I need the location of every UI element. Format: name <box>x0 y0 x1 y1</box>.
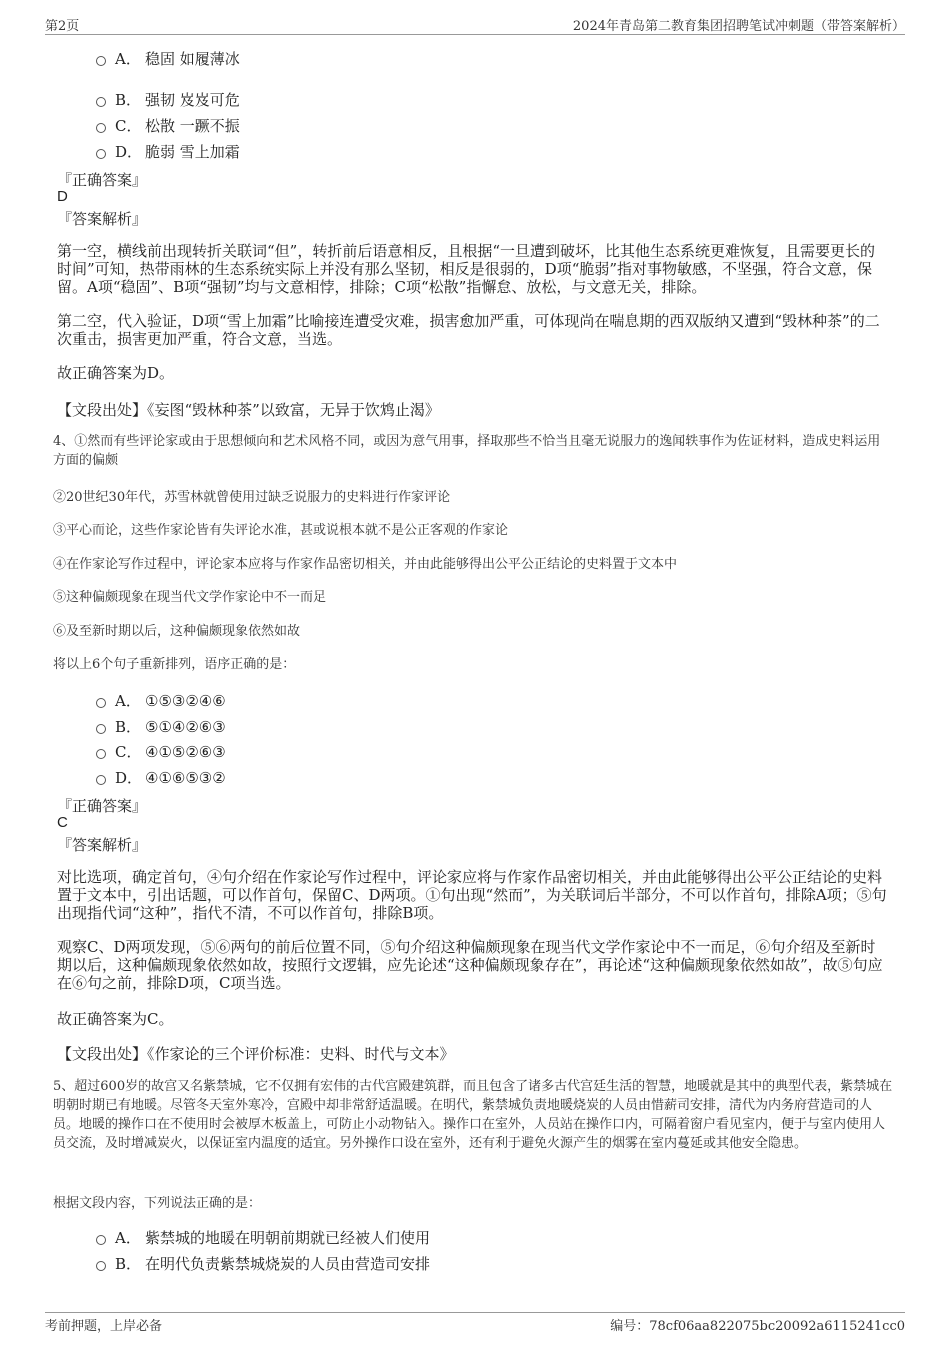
q4-answer-label: 『正确答案』 <box>57 797 148 815</box>
q3-answer-label: 『正确答案』 <box>57 171 148 189</box>
q4-analysis-p1: 对比选项，确定首句，④句介绍在作家论写作过程中，评论家应将与作家作品密切相关，并由此能够得出公平公正结论的史料置于文本中，引出话题，可以作首句，保留C、D两项。①句出现“然而”，为关联词后半部分，不可以作首句，排除A项；⑤句出现指代词“这种”，指代不清，不可以作首句，排除B项。 <box>57 868 887 922</box>
q4-option-c[interactable]: C． ④①⑤②⑥③ <box>96 741 226 762</box>
q4-prompt: 将以上6个句子重新排列，语序正确的是： <box>53 657 296 672</box>
q4-option-d[interactable]: D． ④①⑥⑤③② <box>96 767 226 788</box>
q4-sentence-3: ③平心而论，这些作家论皆有失评论水准，甚或说根本就不是公正客观的作家论 <box>53 523 509 538</box>
q5-option-b[interactable]: B． 在明代负责紫禁城烧炭的人员由营造司安排 <box>96 1253 430 1274</box>
q4-sentence-4: ④在作家论写作过程中，评论家本应将与作家作品密切相关，并由此能够得出公平公正结论的史料置于文本中 <box>53 557 678 572</box>
document-id: 编号：78cf06aa822075bc20092a6115241cc0 <box>610 1319 905 1334</box>
q3-option-d[interactable]: D． 脆弱 雪上加霜 <box>96 141 240 162</box>
q4-analysis-p2: 观察C、D两项发现，⑤⑥两句的前后位置不同，⑤句介绍这种偏颇现象在现当代文学作家论中不一而足，⑥句介绍及至新时期以后，这种偏颇现象依然如故，按照行文逻辑，应先论述“这种偏颇现象存在”，再论述“这种偏颇现象依然如故”，故⑤句应在⑥句之前，排除D项，C项当选。 <box>57 938 883 992</box>
document-title: 2024年青岛第二教育集团招聘笔试冲刺题（带答案解析） <box>572 19 905 34</box>
q3-option-a[interactable]: A． 稳固 如履薄冰 <box>96 48 240 69</box>
q4-answer: C <box>57 814 68 831</box>
radio-icon[interactable] <box>96 149 106 159</box>
q3-option-c[interactable]: C． 松散 一蹶不振 <box>96 115 240 136</box>
q5-prompt: 根据文段内容，下列说法正确的是： <box>53 1196 262 1211</box>
q4-sentence-5: ⑤这种偏颇现象在现当代文学作家论中不一而足 <box>53 590 327 605</box>
footer-divider <box>45 1312 905 1313</box>
q3-analysis-p1: 第一空，横线前出现转折关联词“但”，转折前后语意相反，且根据“一旦遭到破坏，比其他生态系统更难恢复，且需要更长的时间”可知，热带雨林的生态系统实际上并没有那么坚韧，相反是很弱的，D项“脆弱”指对事物敏感，不坚强，符合文意，保留。A项“稳固”、B项“强韧”均与文意相悖，排除；C项“松散”指懈怠、放松，与文意无关，排除。 <box>57 242 876 296</box>
q3-analysis-p2: 第二空，代入验证，D项“雪上加霜”比喻接连遭受灾难，损害愈加严重，可体现尚在喘息期的西双版纳又遭到“毁林种茶”的二次重击，损害更加严重，符合文意，当选。 <box>57 312 880 348</box>
q4-source: 【文段出处】《作家论的三个评价标准：史料、时代与文本》 <box>57 1045 455 1063</box>
q4-analysis-label: 『答案解析』 <box>57 836 148 854</box>
header-divider <box>45 34 905 35</box>
q4-analysis-p3: 故正确答案为C。 <box>57 1010 174 1028</box>
footer-slogan: 考前押题，上岸必备 <box>45 1319 163 1334</box>
q4-sentence-2: ②20世纪30年代，苏雪林就曾使用过缺乏说服力的史料进行作家评论 <box>53 490 451 505</box>
q3-option-b[interactable]: B． 强韧 岌岌可危 <box>96 89 240 110</box>
q3-source: 【文段出处】《妄图“毁林种茶”以致富，无异于饮鸩止渴》 <box>57 401 440 419</box>
radio-icon[interactable] <box>96 775 106 785</box>
radio-icon[interactable] <box>96 123 106 133</box>
q4-sentence-6: ⑥及至新时期以后，这种偏颇现象依然如故 <box>53 624 301 639</box>
radio-icon[interactable] <box>96 749 106 759</box>
q4-option-a[interactable]: A． ①⑤③②④⑥ <box>96 690 226 711</box>
q4-sentence-1: 4、①然而有些评论家或由于思想倾向和艺术风格不同，或因为意气用事，择取那些不恰当且毫无说服力的逸闻轶事作为佐证材料，造成史料运用方面的偏颇 <box>53 434 881 468</box>
radio-icon[interactable] <box>96 698 106 708</box>
radio-icon[interactable] <box>96 56 106 66</box>
q3-analysis-label: 『答案解析』 <box>57 210 148 228</box>
q5-option-a[interactable]: A． 紫禁城的地暖在明朝前期就已经被人们使用 <box>96 1227 430 1248</box>
radio-icon[interactable] <box>96 724 106 734</box>
radio-icon[interactable] <box>96 1261 106 1271</box>
page-number: 第2页 <box>45 19 80 34</box>
q5-passage: 5、超过600岁的故宫又名紫禁城，它不仅拥有宏伟的古代宫殿建筑群，而且包含了诸多古代宫廷生活的智慧，地暖就是其中的典型代表，紫禁城在明朝时期已有地暖。尽管冬天室外寒冷，宫殿中却非常舒适温暖。在明代，紫禁城负责地暖烧炭的人员由惜薪司安排，清代为内务府营造司的人员。地暖的操作口在不使用时会被厚木板盖上，可防止小动物钻入。操作口在室外，人员站在操作口内，可隔着窗户看见室内，便于与室内使用人员交流，及时增减炭火，以保证室内温度的适宜。另外操作口设在室外，还有利于避免火源产生的烟雾在室内蔓延或其他安全隐患。 <box>53 1079 893 1151</box>
q3-analysis-p3: 故正确答案为D。 <box>57 364 175 382</box>
radio-icon[interactable] <box>96 1235 106 1245</box>
q3-answer: D <box>57 188 68 205</box>
q4-option-b[interactable]: B． ⑤①④②⑥③ <box>96 716 226 737</box>
radio-icon[interactable] <box>96 97 106 107</box>
